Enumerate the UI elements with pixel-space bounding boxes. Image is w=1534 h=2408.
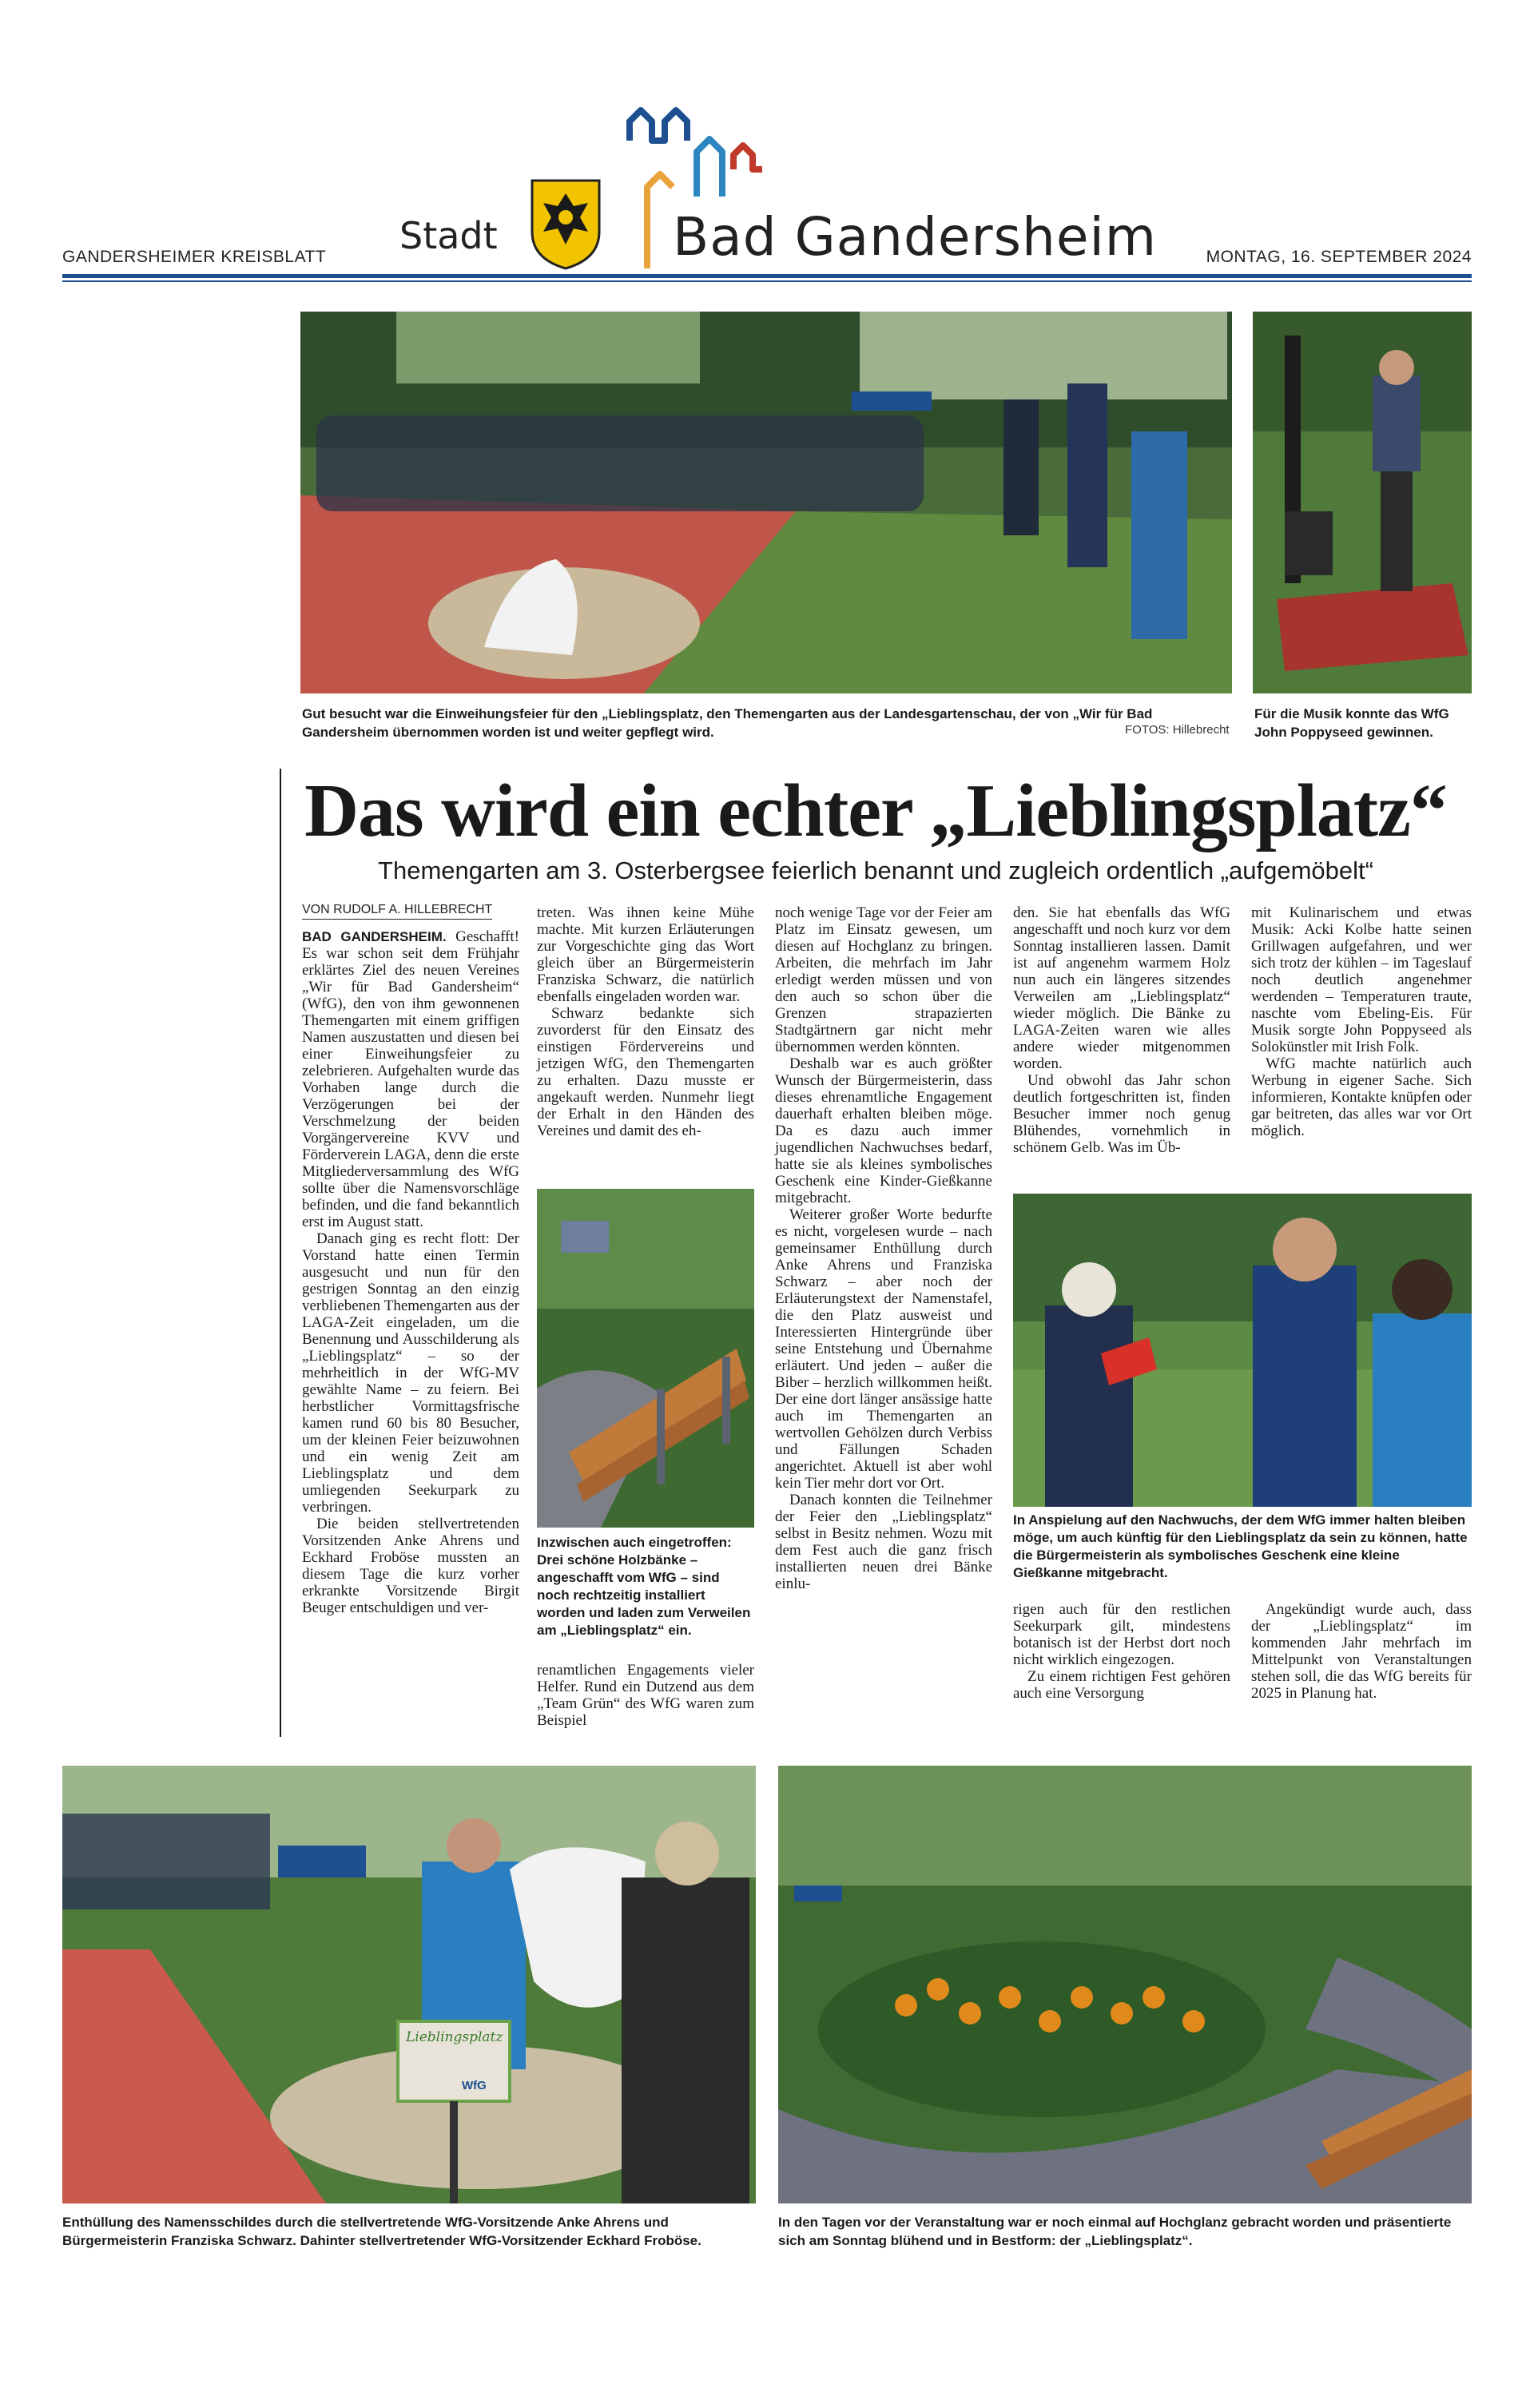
article-column-2-top [537, 904, 754, 1139]
photo-wooden-bench [537, 1189, 754, 1528]
paragraph: Und obwohl das Jahr schon deutlich fortgeschritten ist, finden Besucher immer noch genug Blühendes, vornehmlich in schönem Gelb. Was im Üb- [1013, 1072, 1230, 1156]
photo-credit: FOTOS: Hillebrecht [1125, 723, 1230, 737]
article-vertical-rule [280, 769, 281, 1737]
city-crest-icon [527, 176, 604, 272]
paragraph: Danach ging es recht flott: Der Vorstand hatte einen Termin ausgesucht und nun für den gestrigen Sonntag an den einzig verbliebenen Themengarten aus der LAGA-Zeit eingeladen, um die Benennung und Ausschilderung als „Lieblingsplatz“ – so der mehrheitlich in der WfG-MV gewählte Name – zu feiern. Bei herbstlicher Vormittagsfrische kamen rund 60 bis 80 Besucher, um der kleinen Feier beizuwohnen und ein wenig Zeit am Lieblingsplatz und dem umliegenden Seekurpark zu verbringen. [302, 1230, 519, 1516]
paragraph: noch wenige Tage vor der Feier am Platz im Einsatz gewesen, um diesen auf Hochglanz zu bringen. Arbeiten, die mehrfach im Jahr erledigt werden müssen und von den auch so schon über die Grenzen strapazierten Stadtgärtnern gar nicht mehr übernommen werden könnten. [775, 904, 992, 1055]
masthead-rule [62, 274, 1472, 278]
sign-title: Lieblingsplatz [406, 2029, 503, 2045]
paragraph: Die beiden stellvertretenden Vorsitzenden Anke Ahrens und Eckhard Froböse mussten an diesem Tage die kurz vorher erkrankte Vorsitzende Birgit Beuger entschuldigen und ver- [302, 1516, 519, 1616]
photo-musician [1253, 312, 1472, 693]
article-column-4-top [1013, 904, 1230, 1156]
article-column-1 [302, 928, 519, 1616]
article-column-5-top [1251, 904, 1472, 1139]
photo-ceremony-crowd [300, 312, 1232, 693]
byline: VON RUDOLF A. HILLEBRECHT [302, 903, 492, 920]
paragraph: rigen auch für den restlichen Seekurpark gilt, mindestens botanisch ist der Herbst dort noch nicht wirklich eingezogen. [1013, 1601, 1230, 1668]
paragraph: mit Kulinarischem und etwas Musik: Acki Kolbe hatte seinen Grillwagen aufgefahren, und wer sich trotz der kühlen – im Tageslauf noch deutlich angenehmer werdenden – Temperaturen traute, naschte vom Ebeling-Eis. Für Musik sorgte John Poppyseed als Solokünstler mit Irish Folk. [1251, 904, 1472, 1055]
photo-watering-can [1013, 1194, 1472, 1507]
photo-ceremony-caption: Gut besucht war die Einweihungsfeier für den „Lieblingsplatz, den Themengarten aus der Landesgartenschau, der von „Wir für Bad Gandersheim übernommen worden ist und weiter gepflegt wird. [302, 706, 1153, 740]
city-name: Bad Gandersheim [673, 206, 1158, 268]
paragraph: renamtlichen Engagements vieler Helfer. Rund ein Dutzend aus dem „Team Grün“ des WfG waren zum Beispiel [537, 1662, 754, 1729]
paragraph: den. Sie hat ebenfalls das WfG angeschafft und noch kurz vor dem Sonntag installieren lassen. Damit ist auf angenehm warmem Holz nun auch ein längeres sitzendes Verweilen am „Lieblingsplatz“ wieder möglich. Die Bänke zu LAGA-Zeiten waren wie alles andere wieder mitgenommen worden. [1013, 904, 1230, 1072]
paragraph: Schwarz bedankte sich zuvorderst für den Einsatz des einstigen Fördervereins und jetzigen WfG, den Themengarten zu erhalten. Dazu musste er angekauft werden. Nunmehr liegt der Erhalt in den Händen des Vereines und damit des eh- [537, 1005, 754, 1139]
photo-garden-caption: In den Tagen vor der Veranstaltung war er noch einmal auf Hochglanz gebracht worden und präsentierte sich am Sonntag blühend und in Bestform: der „Lieblingsplatz“. [778, 2215, 1452, 2248]
article-headline: Das wird ein echter „Lieblingsplatz“ [304, 769, 1447, 852]
paragraph: Zu einem richtigen Fest gehören auch eine Versorgung [1013, 1668, 1230, 1702]
masthead-rule-thin [62, 280, 1472, 282]
paragraph: treten. Was ihnen keine Mühe machte. Mit kurzen Erläuterungen zur Vorgeschichte ging das Wort gleich über an Bürgermeisterin Franziska Schwarz, die natürlich ebenfalls eingeladen worden war. [537, 904, 754, 1005]
paragraph: Weiterer großer Worte bedurfte es nicht, vorgelesen wurde – nach gemeinsamer Enthüllung durch Anke Ahrens und Franziska Schwarz – aber noch der Erläuterungstext der Namenstafel, die den Platz ausweist und Interessierten Hintergründe über seine Entstehung und Übernahme erläutert. Und jeden – außer die Biber – herzlich willkommen heißt. Der eine dort länger ansässige hatte auch im Themengarten an wertvollen Gehölzen durch Verbiss und Fällungen Schaden angerichtet. Aktuell ist aber wohl kein Tier mehr dort vor Ort. [775, 1206, 992, 1492]
photo-sign-unveiling [62, 1766, 756, 2203]
paragraph: Deshalb war es auch größter Wunsch der Bürgermeisterin, dass dieses ehrenamtliche Engagement dauerhaft erhalten bleiben möge. Da es dazu auch immer jugendlichen Nachwuchses bedarf, hatte sie als kleines symbolisches Geschenk eine Kinder-Gießkanne mitgebracht. [775, 1055, 992, 1206]
photo-unveiling-caption: Enthüllung des Namensschildes durch die stellvertretende WfG-Vorsitzende Anke Ahrens und Bürgermeisterin Franziska Schwarz. Dahinter stellvertretender WfG-Vorsitzender Eckhard Froböse. [62, 2215, 701, 2248]
newspaper-name: GANDERSHEIMER KREISBLATT [62, 248, 327, 266]
article-column-2-bottom [537, 1662, 754, 1729]
article-column-5-bottom [1251, 1601, 1472, 1702]
article-subheadline: Themengarten am 3. Osterbergsee feierlich benannt und zugleich ordentlich „aufgemöbelt“ [378, 856, 1373, 884]
paragraph: BAD GANDERSHEIM. Geschafft! Es war schon seit dem Frühjahr erklärtes Ziel des neuen Vereines „Wir für Bad Gandersheim“ (WfG), den von ihm gewonnenen Themengarten mit einem griffigen Namen auszustatten und diesen bei einer Einweihungsfeier zu zelebrieren. Aufgehalten wurde das Vorhaben lange durch die Verzögerungen bei der Verschmelzung der beiden Vorgängervereine KVV und Förderverein LAGA, denn die erste Mitgliederversammlung des WfG sollte über die Namensvorschläge befinden, und die fand bekanntlich erst im August statt. [302, 928, 519, 1230]
photo-flower-garden [778, 1766, 1472, 2203]
city-label: Stadt [399, 214, 498, 257]
article-column-3 [775, 904, 992, 1592]
paragraph: Angekündigt wurde auch, dass der „Lieblingsplatz“ im kommenden Jahr mehrfach im Mittelpunkt von Veranstaltungen stehen soll, die das WfG bereits für 2025 in Planung hat. [1251, 1601, 1472, 1702]
article-column-4-bottom [1013, 1601, 1230, 1702]
issue-date: MONTAG, 16. SEPTEMBER 2024 [1206, 248, 1472, 266]
photo-musician-caption: Für die Musik konnte das WfG John Poppyseed gewinnen. [1254, 706, 1449, 740]
paragraph: WfG machte natürlich auch Werbung in eigener Sache. Sich informieren, Kontakte knüpfen oder gar beitreten, das alles war vor Ort möglich. [1251, 1055, 1472, 1139]
sign-logo: WfG [462, 2079, 487, 2092]
photo-bench-caption: Inzwischen auch eingetroffen: Drei schöne Holzbänke – angeschafft vom WfG – sind noch rechtzeitig installiert worden und laden zum Verweilen am „Lieblingsplatz“ ein. [537, 1535, 751, 1638]
paragraph: Danach konnten die Teilnehmer der Feier den „Lieblingsplatz“ selbst in Besitz nehmen. Wozu mit dem Fest auch die ganz frisch installierten neuen drei Bänke einlu- [775, 1492, 992, 1592]
dateline: BAD GANDERSHEIM. [302, 929, 447, 944]
photo-watering-can-caption: In Anspielung auf den Nachwuchs, der dem WfG immer halten bleiben möge, um auch künftig für den Lieblingsplatz da sein zu können, hatte die Bürgermeisterin als symbolisches Geschenk eine kleine Gießkanne mitgebracht. [1013, 1512, 1468, 1580]
